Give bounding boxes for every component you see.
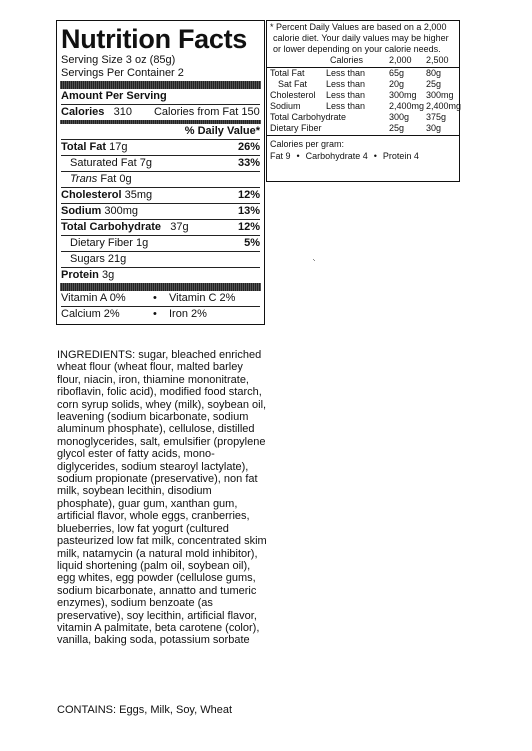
allergen-statement: CONTAINS: Eggs, Milk, Soy, Wheat [57,704,233,716]
nutrition-facts-label [56,20,265,325]
vitamin-row-2: Calcium 2% • Iron 2% [61,306,260,322]
nutrient-row-saturated-fat: Saturated Fat 7g 33% [61,155,260,171]
nutrient-row-dietary-fiber: Dietary Fiber 1g 5% [61,235,260,251]
calories-row [61,104,260,120]
ingredients-text: INGREDIENTS: sugar, bleached enriched wheat flour (wheat flour, malted barley flour, niacin, iron, thiamine mononitrate, riboflavin, folic acid), modified food starch, corn syrup solids, whey (milk), soybean oil, leavening (sodium bicarbonate, sodium aluminum phosphate), cellulose, distilled monoglycerides, salt, emulsifier (propylene glycol ester of fatty acids, mono-diglycerides, sodium stearoyl lactylate), sodium propionate (preservative), non fat milk, soybean lecithin, disodium phosphate), guar gum, xanthan gum, artificial flavor, whole eggs, cranberries, blueberries, low fat yogurt (cultured pasteurized low fat milk, concentrated skim milk, natamycin (a natural mold inhibitor), liquid shortening (palm oil, soybean oil), egg whites, egg powder (cellulose gums, sodium bicarbonate, annatto and tumeric enzymes), sodium benzoate (as preservative), soy lecithin, artificial flavor, vitamin A palmitate, beta carotene (color), vanilla, baking soda, potassium sorbate [57,349,267,647]
footnote-line-1: * Percent Daily Values are based on a 2,000 [270,22,447,32]
daily-values-row: Sat Fat Less than 20g 25g [278,79,442,89]
nutrient-row-total-fat: Total Fat 17g 26% [61,141,260,153]
nutrient-row-sugars: Sugars 21g [61,251,260,267]
footnote-line-3: or lower depending on your calorie needs. [273,44,441,54]
nutrient-row-protein: Protein 3g [61,267,260,283]
calories-per-gram-row: Fat 9 • Carbohydrate 4 • Protein 4 [270,151,419,161]
bullet-icon: • [296,151,300,161]
daily-values-row: Total Fat Less than 65g 80g [270,68,442,78]
daily-values-row: Sodium Less than 2,400mg 2,400mg [270,101,462,111]
nutrient-row-trans-fat: Trans Fat 0g [61,171,260,187]
servings-per-container: Servings Per Container 2 [61,67,184,79]
serving-size: Serving Size 3 oz (85g) [61,54,176,66]
label-title: Nutrition Facts [61,24,248,54]
amount-per-serving: Amount Per Serving [61,90,167,102]
thick-divider [60,81,261,89]
daily-values-row: Total Carbohydrate 300g 375g [270,112,447,122]
calories-label: Calories [61,106,105,118]
calories-per-gram-label: Calories per gram: [270,139,345,149]
calories-value: 310 [113,106,132,118]
nutrient-row-sodium: Sodium 300mg 13% [61,205,260,217]
calories-from-fat-value: 150 [241,106,260,118]
nutrient-row-total-carbohydrate: Total Carbohydrate 37g 12% [61,221,260,233]
daily-values-table [270,55,462,134]
bullet-icon: • [153,308,157,320]
daily-values-row: Cholesterol Less than 300mg 300mg [270,90,454,100]
daily-values-footnote [266,20,460,182]
thick-divider-bottom [60,283,261,291]
footnote-line-2: calorie diet. Your daily values may be higher [273,33,449,43]
footnote-divider [267,135,459,136]
calories-from-fat-label: Calories from Fat [153,106,239,118]
scan-speck [314,260,315,261]
bullet-icon: • [153,292,157,304]
vitamin-row-1: Vitamin A 0% • Vitamin C 2% [61,292,236,304]
bullet-icon: • [373,151,377,161]
daily-value-header: % Daily Value* [184,125,260,137]
daily-values-row: Dietary Fiber 25g 30g [270,123,442,133]
nutrient-row-cholesterol: Cholesterol 35mg 12% [61,189,260,201]
daily-values-header-row: Calories 2,000 2,500 [330,55,449,65]
